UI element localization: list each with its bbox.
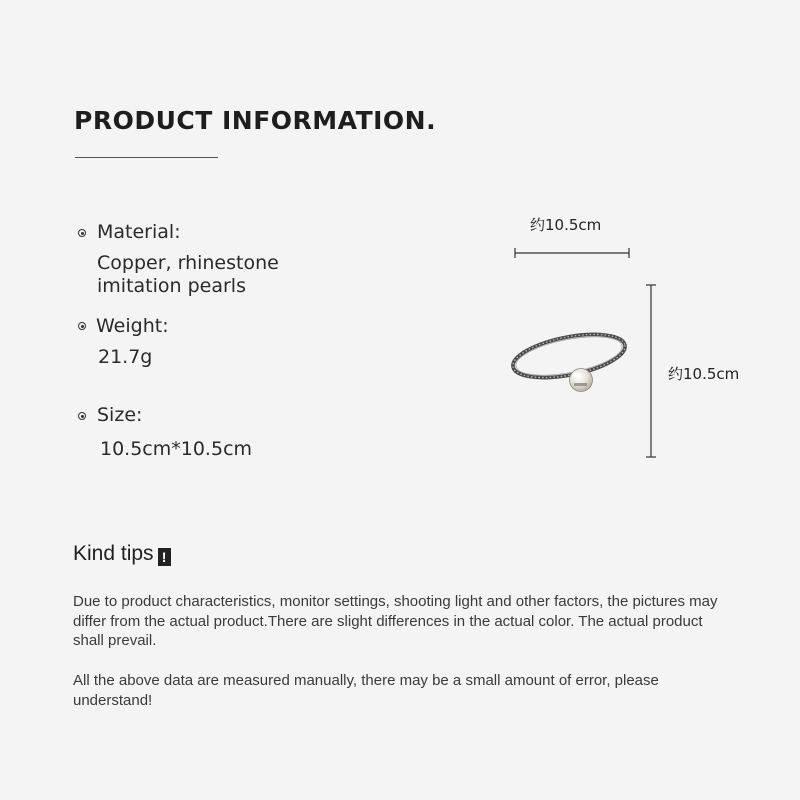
measurement-note-paragraph: All the above data are measured manually, there may be a small amount of error, please understand! (73, 672, 659, 709)
width-dimension-line (515, 248, 629, 258)
kind-tips-heading (73, 542, 171, 566)
pearl-icon (570, 369, 593, 392)
material-label: Material: (97, 221, 181, 243)
page-title: PRODUCT INFORMATION. (74, 106, 437, 135)
size-label: Size: (97, 404, 143, 426)
width-dimension-label: 约10.5cm (530, 216, 602, 234)
weight-label: Weight: (96, 315, 169, 337)
bangle-ring (509, 326, 628, 385)
height-dimension-label: 约10.5cm (668, 365, 740, 383)
disclaimer-paragraph: Due to product characteristics, monitor settings, shooting light and other factors, the pictures may differ from the actual product.There are slight differences in the actual color. The actual product shall prevail. (73, 593, 718, 649)
weight-value: 21.7g (98, 346, 153, 368)
height-dimension-line (646, 285, 656, 457)
size-value: 10.5cm*10.5cm (100, 438, 253, 460)
kind-tips-label: Kind tips (73, 542, 154, 565)
material-value-line2: imitation pearls (97, 275, 246, 297)
exclamation-icon: ! (158, 548, 171, 566)
material-value-line1: Copper, rhinestone (97, 252, 279, 274)
